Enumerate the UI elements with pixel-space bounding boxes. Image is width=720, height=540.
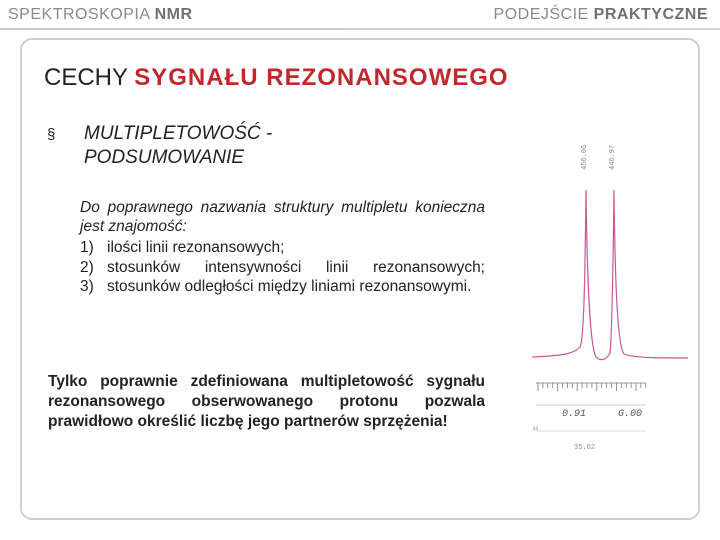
- shift-label: 35.62: [574, 444, 596, 452]
- list-item: [80, 238, 485, 258]
- header-left-plain: SPEKTROSKOPIA: [8, 6, 155, 23]
- bullet-heading: MULTIPLETOWOŚĆ - PODSUMOWANIE: [84, 123, 273, 168]
- baseline-label: H: [533, 426, 539, 433]
- bullet-marker: §: [47, 126, 56, 143]
- integral-label-2: G.00: [618, 409, 643, 420]
- list-item-text: stosunków odległości między liniami rezonansowymi.: [107, 278, 472, 295]
- list-item: [80, 277, 485, 297]
- header-divider: [0, 28, 720, 30]
- list-item-number: 1): [80, 239, 94, 256]
- axis-ticks: [538, 383, 646, 391]
- list-item-number: 3): [80, 278, 94, 295]
- conclusion-paragraph: Tylko poprawnie zdefiniowana multipletowość sygnału rezonansowego obserwowanego protonu pozwala prawidłowo określić liczbę jego partnerów sprzężenia!: [48, 373, 485, 430]
- requirements-list: [80, 238, 485, 297]
- peak-label-1: 456.06: [581, 144, 589, 170]
- list-item: [80, 258, 485, 278]
- header-right-title: [494, 6, 708, 24]
- integral-label-1: 0.91: [562, 409, 587, 420]
- header-right-bold: PRAKTYCZNE: [593, 6, 708, 23]
- peak-label-2: 446.97: [609, 144, 617, 170]
- list-item-text: ilości linii rezonansowych;: [107, 239, 285, 256]
- slide-title-highlight: SYGNAŁU REZONANSOWEGO: [134, 64, 509, 91]
- doublet-peak-trace: [532, 190, 688, 360]
- slide-title: [44, 64, 509, 92]
- header-left-title: [8, 6, 193, 24]
- list-item-number: 2): [80, 258, 94, 276]
- header-right-plain: PODEJŚCIE: [493, 6, 594, 23]
- slide-title-plain: CECHY: [44, 64, 135, 91]
- intro-paragraph: Do poprawnego nazwania struktury multipletu konieczna jest znajomość:: [80, 199, 485, 235]
- nmr-spectrum-image: [530, 135, 690, 455]
- list-item-text: stosunków intensywności linii rezonansowych;: [107, 258, 485, 276]
- header-left-bold: NMR: [154, 6, 193, 23]
